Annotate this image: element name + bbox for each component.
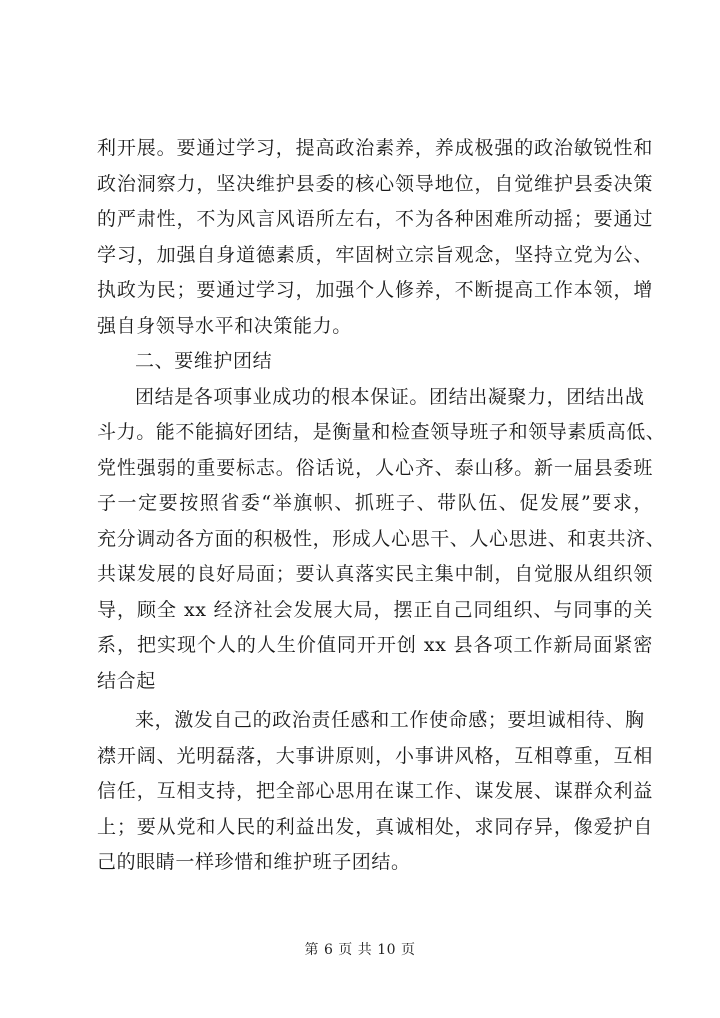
text-line: 共谋发展的良好局面；要认真落实民主集中制，自觉服从组织领 [97, 563, 653, 585]
section-heading: 二、要维护团结 [135, 350, 273, 372]
text-line: 结合起 [97, 669, 156, 692]
text-line: 信任，互相支持，把全部心思用在谋工作、谋发展、谋群众利益 [97, 780, 653, 802]
text-line: 己的眼睛一样珍惜和维护班子团结。 [97, 851, 411, 873]
text-line: 党性强弱的重要标志。俗话说，人心齐、泰山移。新一届县委班 [97, 456, 653, 479]
text-line: 政治洞察力，坚决维护县委的核心领导地位，自觉维护县委决策 [97, 172, 653, 195]
text-line: 斗力。能不能搞好团结，是衡量和检查领导班子和领导素质高低、 [97, 421, 666, 443]
text-line: 团结是各项事业成功的根本保证。团结出凝聚力，团结出战 [135, 385, 645, 408]
text-line: 充分调动各方面的积极性，形成人心思干、人心思进、和衷共济、 [97, 527, 666, 550]
text-line: 强自身领导水平和决策能力。 [97, 314, 352, 337]
text-line: 利开展。要通过学习，提高政治素养，养成极强的政治敏锐性和 [97, 137, 653, 159]
text-line: 子一定要按照省委“举旗帜、抓班子、带队伍、促发展”要求， [97, 492, 653, 514]
text-line: 襟开阔、光明磊落，大事讲原则，小事讲风格，互相尊重，互相 [97, 744, 653, 767]
text-line: 执政为民；要通过学习，加强个人修养，不断提高工作本领，增 [97, 279, 653, 301]
text-line: 导，顾全 xx 经济社会发展大局，摆正自己同组织、与同事的关 [97, 598, 653, 621]
text-line: 来，激发自己的政治责任感和工作使命感；要坦诚相待、胸 [135, 709, 645, 731]
document-body [97, 131, 666, 881]
text-line: 上；要从党和人民的利益出发，真诚相处，求同存异，像爱护自 [97, 815, 653, 838]
text-line: 的严肃性，不为风言风语所左右，不为各种困难所动摇；要通过 [97, 208, 653, 230]
page-number-footer: 第 6 页 共 10 页 [304, 942, 416, 958]
text-line: 系，把实现个人的人生价值同开开创 xx 县各项工作新局面紧密 [97, 634, 653, 656]
text-line: 学习，加强自身道德素质，牢固树立宗旨观念，坚持立党为公、 [97, 243, 653, 266]
